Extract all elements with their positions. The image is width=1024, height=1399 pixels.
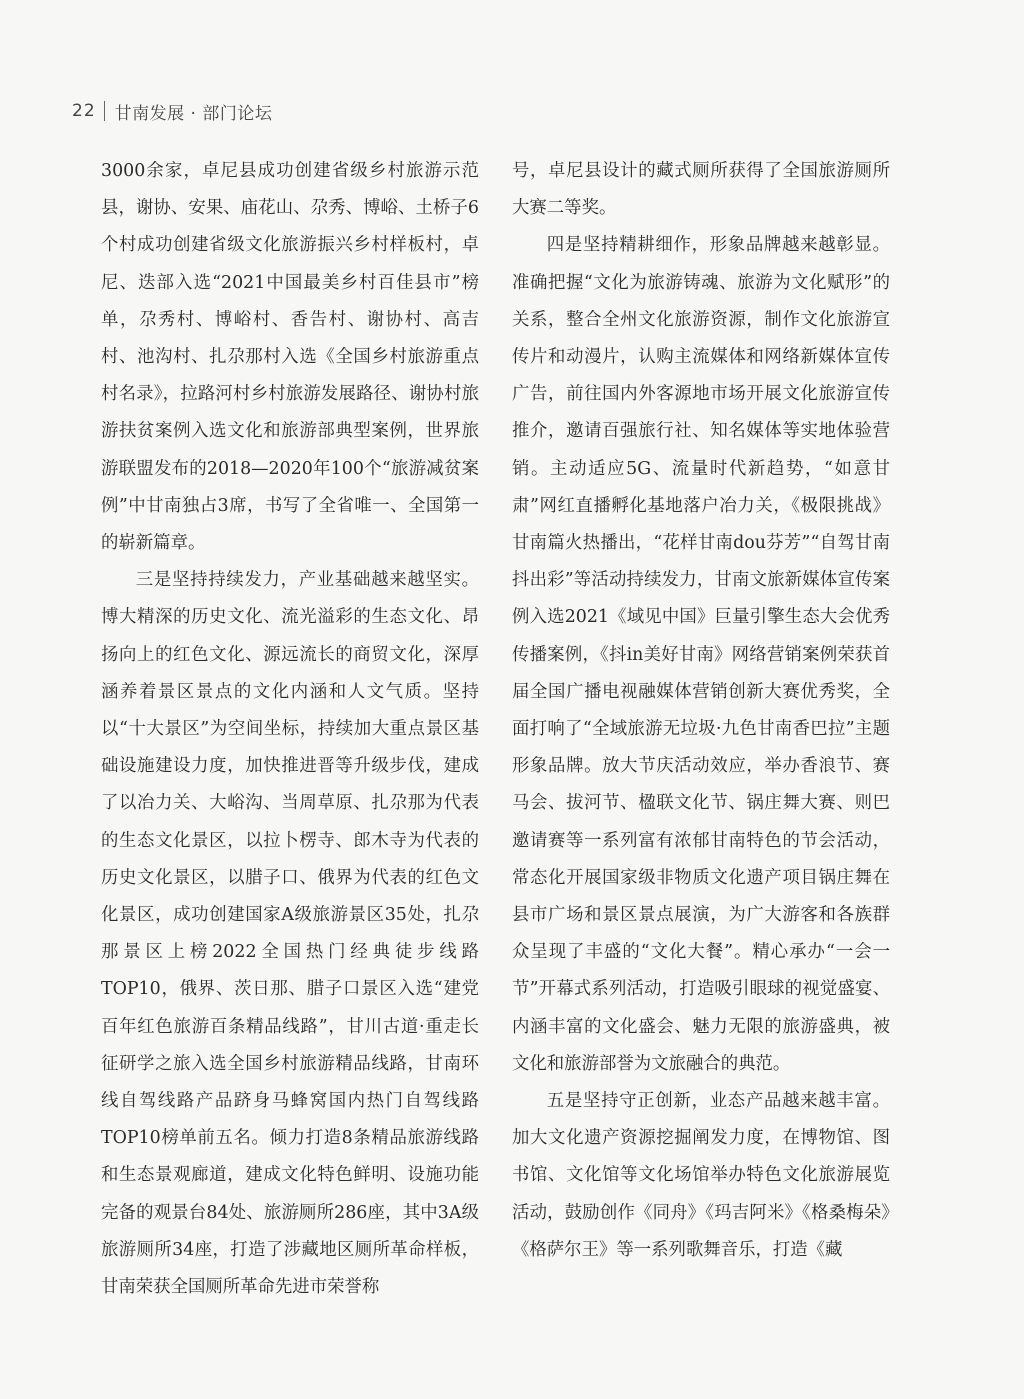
right-paragraph-2: 四是坚持精耕细作，形象品牌越来越彰显。准确把握“文化为旅游铸魂、旅游为文化赋形”的关系，整合全州文化旅游资源，制作文化旅游宣传片和动漫片，认购主流媒体和网络新媒体宣传广告，前往国内外客源地市场开展文化旅游宣传推介，邀请百强旅行社、知名媒体等实地体验营销。主动适应5G、流量时代新趋势，“如意甘肃”网红直播孵化基地落户冶力关，《极限挑战》甘南篇火热播出，“花样甘南dou芬芳”“自驾甘南抖出彩”等活动持续发力，甘南文旅新媒体宣传案例入选2021《域见中国》巨量引擎生态大会优秀传播案例，《抖in美好甘南》网络营销案例荣获首届全国广播电视融媒体营销创新大赛优秀奖，全面打响了“全域旅游无垃圾·九色甘南香巴拉”主题形象品牌。放大节庆活动效应，举办香浪节、赛马会、拔河节、楹联文化节、锅庄舞大赛、则巴邀请赛等一系列富有浓郁甘南特色的节会活动，常态化开展国家级非物质文化遗产项目锅庄舞在县市广场和景区景点展演，为广大游客和各族群众呈现了丰盛的“文化大餐”。精心承办“一会一节”开幕式系列活动，打造吸引眼球的视觉盛宴、内涵丰富的文化盛会、魅力无限的旅游盛典，被文化和旅游部誉为文旅融合的典范。 (512, 235, 890, 1074)
header-divider (104, 101, 105, 121)
page-header (72, 98, 272, 124)
left-paragraph-2: 三是坚持持续发力，产业基础越来越坚实。博大精深的历史文化、流光溢彩的生态文化、昂扬向上的红色文化、源远流长的商贸文化，深厚涵养着景区景点的文化内涵和人文气质。坚持以“十大景区”为空间坐标，持续加大重点景区基础设施建设力度，加快推进晋等升级步伐，建成了以冶力关、大峪沟、当周草原、扎尕那为代表的生态文化景区，以拉卜楞寺、郎木寺为代表的历史文化景区，以腊子口、俄界为代表的红色文化景区，成功创建国家A级旅游景区35处，扎尕那景区上榜2022全国热门经典徒步线路TOP10，俄界、茨日那、腊子口景区入选“建党百年红色旅游百条精品线路”，甘川古道·重走长征研学之旅入选全国乡村旅游精品线路，甘南环线自驾线路产品跻身马蜂窝国内热门自驾线路TOP10榜单前五名。倾力打造8条精品旅游线路和生态景观廊道，建成文化特色鲜明、设施功能完备的观景台84处、旅游厕所286座，其中3A级旅游厕所34座，打造了涉藏地区厕所革命样板，甘南荣获全国厕所革命先进市荣誉称 (101, 570, 479, 1298)
right-paragraph-3: 五是坚持守正创新，业态产品越来越丰富。加大文化遗产资源挖掘阐发力度，在博物馆、图书馆、文化馆等文化场馆举办特色文化旅游展览活动，鼓励创作《同舟》《玛吉阿米》《格桑梅朵》《格萨尔王》等一系列歌舞音乐，打造《藏 (512, 1091, 890, 1260)
section-title: 甘南发展 · 部门论坛 (114, 103, 273, 124)
right-paragraph-1: 号，卓尼县设计的藏式厕所获得了全国旅游厕所大赛二等奖。 (512, 161, 890, 219)
page-number: 22 (72, 101, 96, 121)
right-column (512, 153, 890, 1269)
left-column (101, 153, 479, 1306)
left-paragraph-1: 3000余家，卓尼县成功创建省级乡村旅游示范县，谢协、安果、庙花山、尕秀、博峪、土桥子6个村成功创建省级文化旅游振兴乡村样板村，卓尼、迭部入选“2021中国最美乡村百佳县市”榜单，尕秀村、博峪村、香告村、谢协村、高吉村、池沟村、扎尕那村入选《全国乡村旅游重点村名录》，拉路河村乡村旅游发展路径、谢协村旅游扶贫案例入选文化和旅游部典型案例，世界旅游联盟发布的2018—2020年100个“旅游减贫案例”中甘南独占3席，书写了全省唯一、全国第一的崭新篇章。 (101, 161, 479, 554)
